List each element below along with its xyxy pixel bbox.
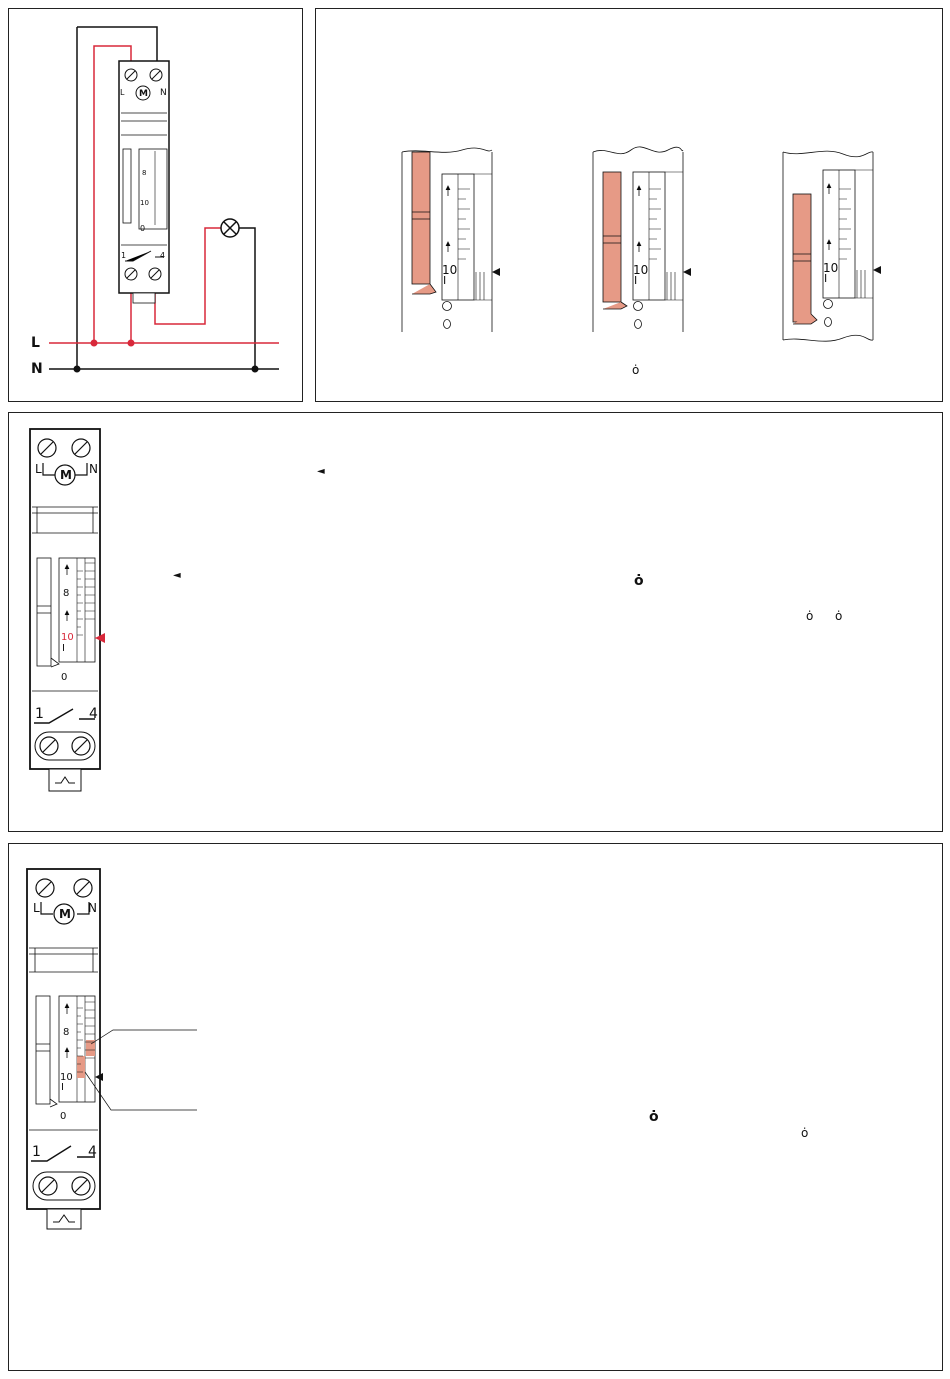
b-scale-10: 10: [60, 1072, 73, 1083]
b-off-label: 0: [60, 1111, 67, 1122]
mode2-scale-10: 10: [633, 263, 649, 277]
scale-mark-8: 8: [142, 169, 147, 177]
terminal-n-label: N: [160, 88, 167, 98]
contact-right-label: 4: [160, 251, 166, 260]
line-label: L: [31, 335, 40, 351]
b-contact-left: 1: [32, 1144, 41, 1160]
b-contact-right: 4: [88, 1144, 97, 1160]
neutral-label: N: [31, 361, 43, 377]
a-terminal-l: L: [35, 462, 42, 476]
mode-manual-off: [783, 151, 881, 341]
switch-mode-illustrations: [316, 9, 944, 403]
b-terminal-l: L: [33, 901, 40, 915]
wiring-diagram: [9, 9, 304, 403]
motor-label: M: [139, 89, 148, 99]
wiring-diagram-panel: [8, 8, 303, 402]
device-b-drawing: [9, 844, 944, 1372]
a-scale-10: 10: [61, 632, 74, 643]
a-contact-right: 4: [89, 706, 98, 722]
a-on-label: I: [62, 643, 65, 654]
b-scale-8: 8: [63, 1027, 70, 1038]
b-on-label: I: [61, 1082, 64, 1093]
b-symbol-bold: ȯ: [649, 1109, 659, 1125]
a-symbol-1: ȯ: [806, 609, 814, 623]
segment-lower: [77, 1056, 85, 1078]
leader-line-upper: [91, 1030, 197, 1044]
terminal-l-label: L: [120, 88, 125, 97]
b-terminal-n: N: [88, 901, 97, 915]
switch-modes-panel: [315, 8, 943, 402]
a-symbol-bold: ȯ: [634, 573, 644, 589]
mode-manual-on: [402, 148, 500, 332]
mode3-scale-10: 10: [823, 261, 839, 275]
a-scale-8: 8: [63, 588, 70, 599]
a-symbol-2: ȯ: [835, 609, 843, 623]
device-a-drawing: [9, 413, 944, 833]
a-off-label: 0: [61, 672, 68, 683]
contact-left-label: 1: [121, 251, 127, 260]
setting-panel-a: [8, 412, 943, 832]
mode1-on-label: I: [443, 274, 447, 287]
pointer-icon-1: ◄: [317, 466, 325, 477]
auto-symbol: ȯ: [632, 363, 640, 377]
off-label: 0: [140, 224, 146, 233]
a-motor-label: M: [60, 468, 72, 482]
setting-panel-b: [8, 843, 943, 1371]
mode3-on-label: I: [824, 272, 828, 285]
a-terminal-n: N: [89, 462, 98, 476]
mode2-on-label: I: [634, 274, 638, 287]
a-contact-left: 1: [35, 706, 44, 722]
b-symbol-1: ȯ: [801, 1126, 809, 1140]
b-motor-label: M: [59, 907, 71, 921]
mode1-scale-10: 10: [442, 263, 458, 277]
pointer-icon-2: ◄: [173, 570, 181, 581]
mode-automatic: [593, 147, 691, 332]
scale-mark-10: 10: [140, 199, 149, 207]
